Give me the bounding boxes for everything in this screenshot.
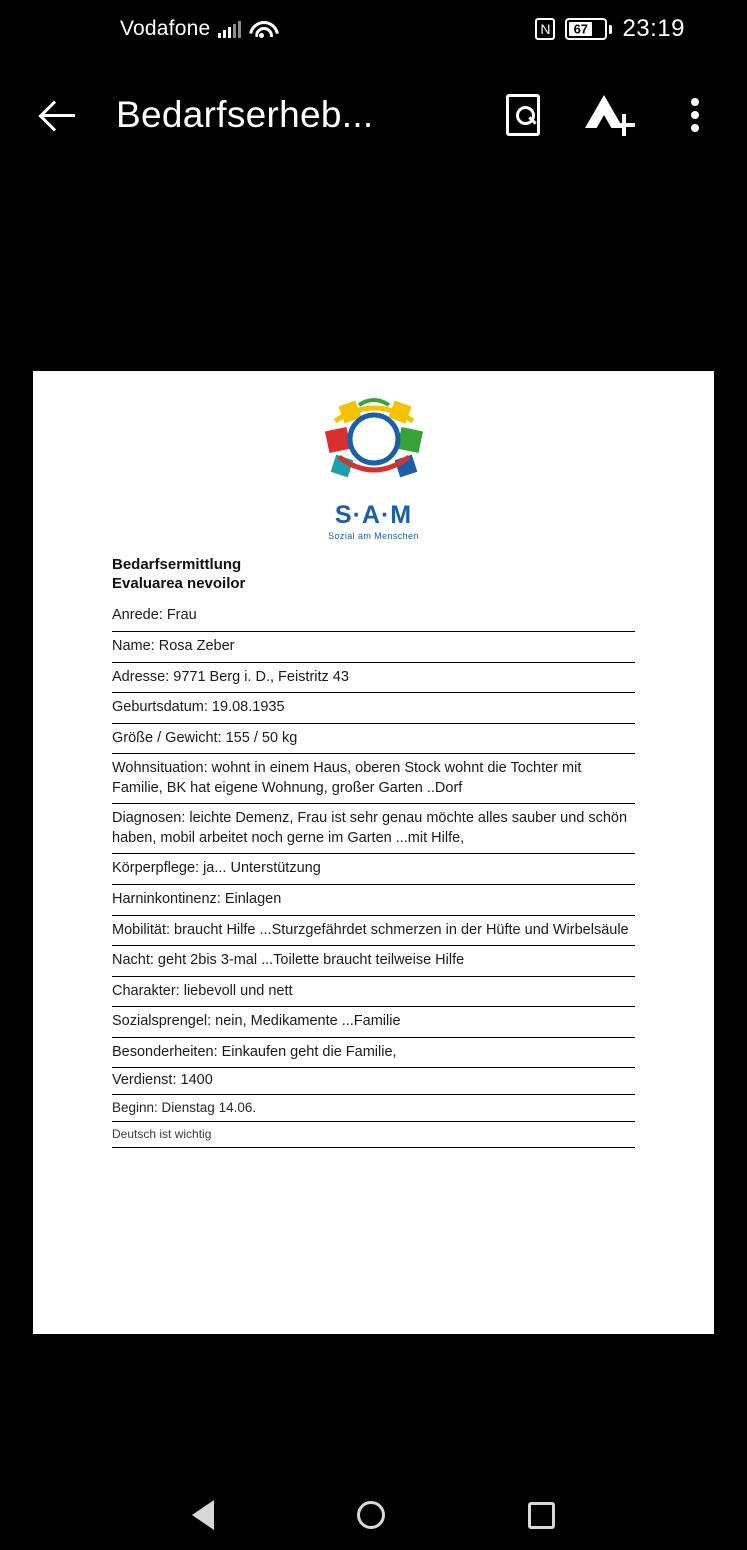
nav-back-icon[interactable]: [192, 1500, 214, 1530]
field-deutsch: Deutsch ist wichtig: [112, 1122, 635, 1148]
document-heading: [112, 555, 635, 593]
battery-icon: [565, 18, 612, 40]
sam-logo-mark: [299, 391, 449, 503]
more-options-button[interactable]: [669, 89, 721, 141]
drive-add-icon: [583, 93, 635, 137]
field-harninkontinenz: Harninkontinenz: Einlagen: [112, 885, 635, 916]
field-beginn: Beginn: Dienstag 14.06.: [112, 1095, 635, 1122]
heading-line-de: Bedarfsermittlung: [112, 556, 242, 573]
field-charakter: Charakter: liebevoll und nett: [112, 977, 635, 1008]
status-left-group: [120, 17, 273, 41]
heading-line-ro: Evaluarea nevoilor: [112, 575, 246, 593]
sam-logo-text: S·A·M: [334, 501, 413, 529]
document-search-button[interactable]: [497, 89, 549, 141]
field-anrede: Anrede: Frau: [112, 601, 635, 632]
field-sozialsprengel: Sozialsprengel: nein, Medikamente ...Familie: [112, 1007, 635, 1038]
field-besonderheiten: Besonderheiten: Einkaufen geht die Familie,: [112, 1038, 635, 1069]
field-adresse: Adresse: 9771 Berg i. D., Feistritz 43: [112, 663, 635, 694]
field-nacht: Nacht: geht 2bis 3-mal ...Toilette braucht teilweise Hilfe: [112, 946, 635, 977]
field-groesse-gewicht: Größe / Gewicht: 155 / 50 kg: [112, 724, 635, 755]
back-button[interactable]: [26, 82, 92, 148]
sam-logo-subtitle: Sozial am Menschen: [328, 531, 419, 541]
field-geburtsdatum: Geburtsdatum: 19.08.1935: [112, 693, 635, 724]
nav-home-icon[interactable]: [357, 1501, 385, 1529]
signal-bars-icon: [218, 20, 241, 38]
drive-add-button[interactable]: [583, 89, 635, 141]
app-bar: [0, 58, 747, 172]
status-right-group: [535, 15, 685, 43]
app-bar-actions: [497, 89, 721, 141]
document-page[interactable]: [33, 371, 714, 1334]
clock-label: 23:19: [622, 15, 685, 42]
field-koerperpflege: Körperpflege: ja... Unterstützung: [112, 854, 635, 885]
arrow-left-icon: [42, 98, 76, 132]
field-verdienst: Verdienst: 1400: [112, 1068, 635, 1095]
field-diagnosen: Diagnosen: leichte Demenz, Frau ist sehr genau möchte alles sauber und schön haben, mobil arbeitet noch gerne im Garten ...mit Hilfe,: [112, 804, 635, 854]
battery-percent-label: 67: [573, 21, 589, 37]
wifi-icon: [249, 20, 273, 38]
document-search-icon: [506, 94, 540, 136]
page-title: Bedarfserheb...: [116, 94, 374, 135]
field-mobilitaet: Mobilität: braucht Hilfe ...Sturzgefährdet schmerzen in der Hüfte und Wirbelsäule: [112, 916, 635, 947]
field-name: Name: Rosa Zeber: [112, 632, 635, 663]
document-body: [33, 541, 714, 1148]
nfc-icon: [535, 18, 555, 40]
field-wohnsituation: Wohnsituation: wohnt in einem Haus, oberen Stock wohnt die Tochter mit Familie, BK hat eigene Wohnung, großer Garten ..Dorf: [112, 754, 635, 804]
more-vertical-icon: [691, 93, 699, 137]
system-nav-bar: [0, 1480, 747, 1550]
nav-recents-icon[interactable]: [528, 1502, 555, 1529]
sam-logo: [296, 391, 451, 541]
status-bar: [0, 0, 747, 58]
carrier-label: Vodafone: [120, 17, 211, 40]
